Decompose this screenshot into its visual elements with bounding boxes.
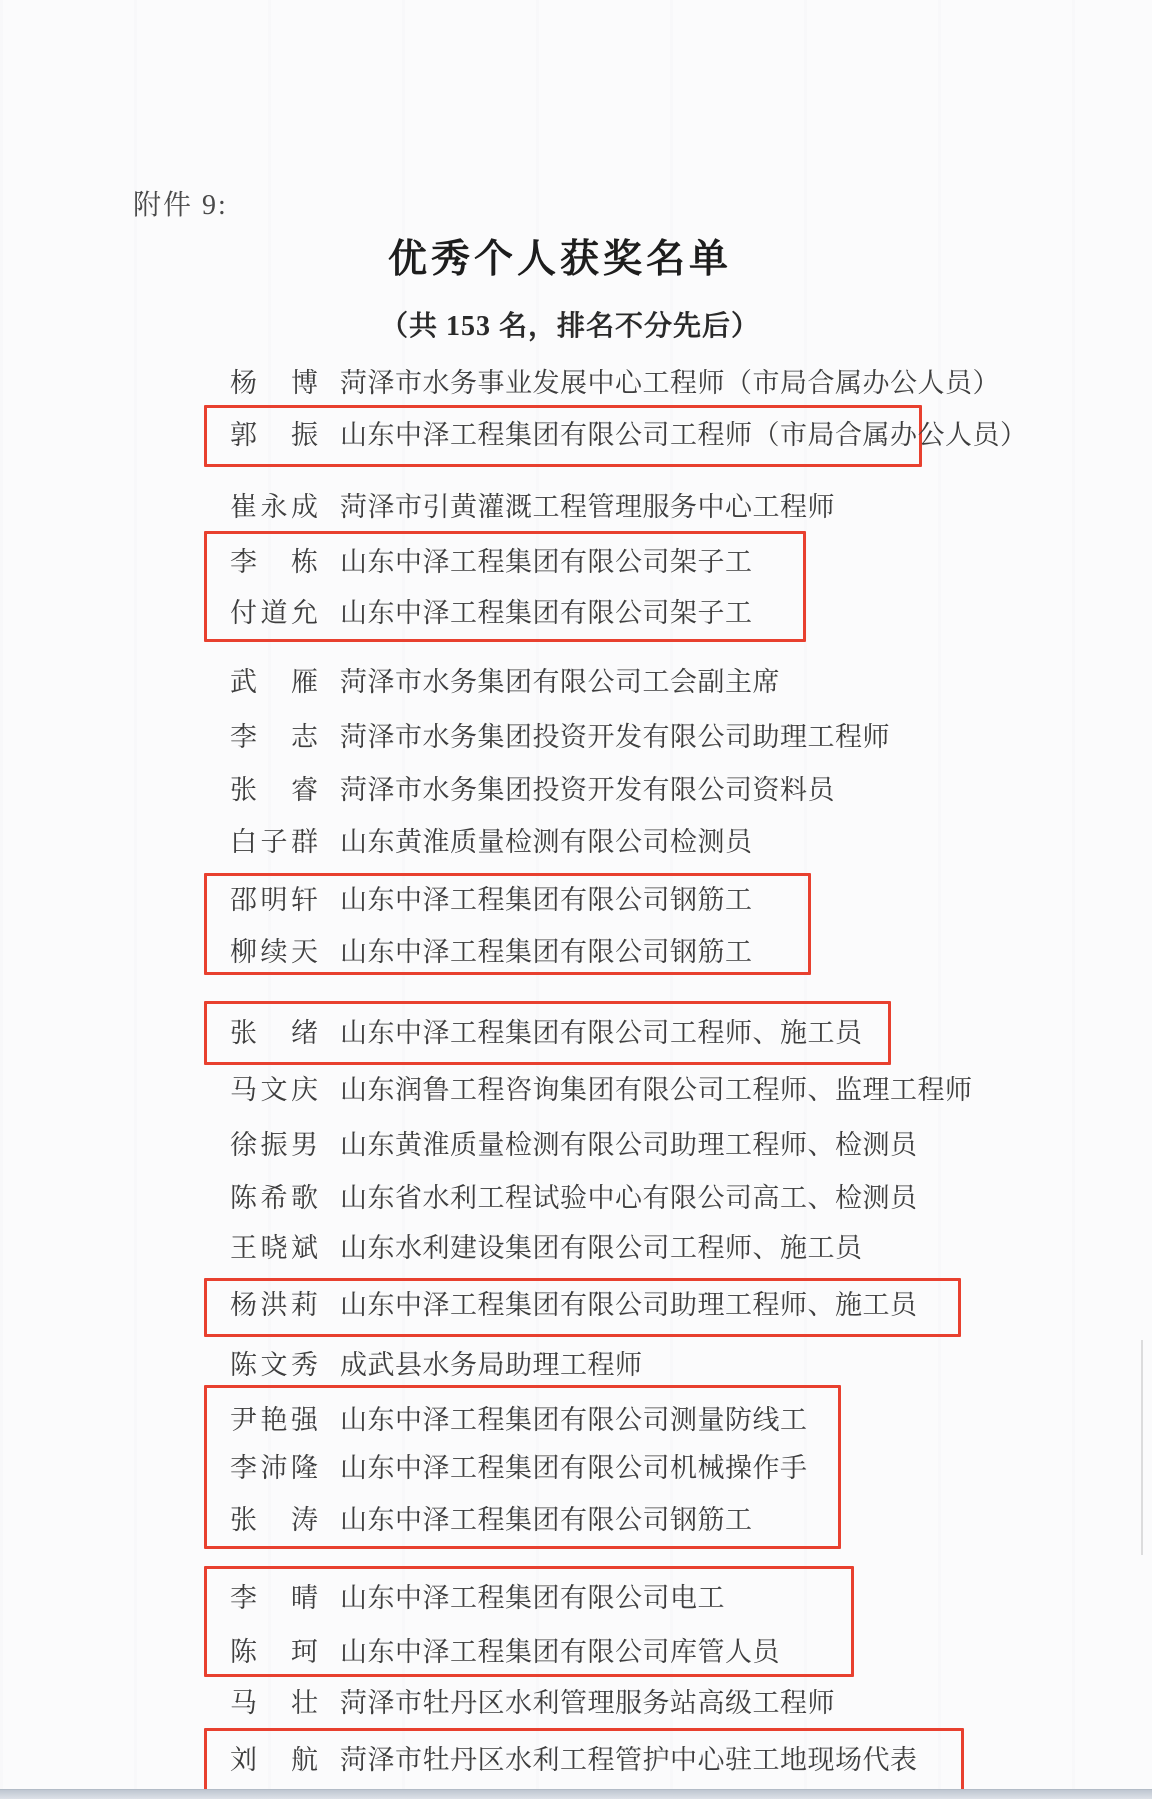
award-entry xyxy=(230,545,753,579)
awardee-name: 马文庆 xyxy=(230,1075,318,1105)
award-entry xyxy=(230,935,753,969)
award-entry xyxy=(230,773,835,807)
awardee-affiliation-title: 山东中泽工程集团有限公司工程师（市局合属办公人员） xyxy=(340,420,1028,450)
award-entry xyxy=(230,1743,918,1777)
awardee-name: 付道允 xyxy=(230,598,318,628)
awardee-affiliation-title: 菏泽市引黄灌溉工程管理服务中心工程师 xyxy=(340,492,835,522)
awardee-affiliation-title: 山东黄淮质量检测有限公司助理工程师、检测员 xyxy=(340,1130,918,1160)
attachment-label: 附件 9: xyxy=(133,190,228,221)
awardee-affiliation-title: 山东中泽工程集团有限公司钢筋工 xyxy=(340,1505,753,1535)
award-entry xyxy=(230,366,1000,400)
awardee-name: 陈希歌 xyxy=(230,1183,318,1213)
awardee-affiliation-title: 成武县水务局助理工程师 xyxy=(340,1350,643,1380)
awardee-name: 徐振男 xyxy=(230,1130,318,1160)
award-entry xyxy=(230,1073,973,1107)
awardee-name: 杨洪莉 xyxy=(230,1290,318,1320)
awardee-name: 李沛隆 xyxy=(230,1453,318,1483)
awardee-affiliation-title: 菏泽市水务集团投资开发有限公司助理工程师 xyxy=(340,722,890,752)
award-entry xyxy=(230,418,1028,452)
awardee-name: 李 志 xyxy=(230,722,318,752)
awardee-affiliation-title: 山东中泽工程集团有限公司钢筋工 xyxy=(340,937,753,967)
awardee-name: 李 晴 xyxy=(230,1583,318,1613)
awardee-affiliation-title: 山东中泽工程集团有限公司测量防线工 xyxy=(340,1405,808,1435)
awardee-affiliation-title: 山东中泽工程集团有限公司架子工 xyxy=(340,598,753,628)
award-entry xyxy=(230,1016,863,1050)
award-entry xyxy=(230,1403,808,1437)
scan-edge-artifact xyxy=(1141,1340,1143,1555)
awardee-name: 崔永成 xyxy=(230,492,318,522)
award-entry xyxy=(230,1451,808,1485)
award-entry xyxy=(230,596,753,630)
awardee-affiliation-title: 山东中泽工程集团有限公司架子工 xyxy=(340,547,753,577)
awardee-affiliation-title: 山东中泽工程集团有限公司钢筋工 xyxy=(340,885,753,915)
page-title: 优秀个人获奖名单 xyxy=(387,238,732,281)
award-entry xyxy=(230,1503,753,1537)
award-entry xyxy=(230,1635,780,1669)
page-subtitle: （共 153 名，排名不分先后） xyxy=(379,311,760,342)
awardee-name: 陈 珂 xyxy=(230,1637,318,1667)
awardee-affiliation-title: 山东黄淮质量检测有限公司检测员 xyxy=(340,827,753,857)
awardee-name: 尹艳强 xyxy=(230,1405,318,1435)
award-entry xyxy=(230,825,753,859)
award-entry xyxy=(230,490,835,524)
awardee-affiliation-title: 菏泽市水务集团投资开发有限公司资料员 xyxy=(340,775,835,805)
awardee-name: 刘 航 xyxy=(230,1745,318,1775)
awardee-name: 张 绪 xyxy=(230,1018,318,1048)
awardee-name: 王晓斌 xyxy=(230,1233,318,1263)
award-entry xyxy=(230,883,753,917)
page-bottom-edge xyxy=(0,1789,1152,1799)
award-entry xyxy=(230,1686,835,1720)
awardee-affiliation-title: 山东中泽工程集团有限公司机械操作手 xyxy=(340,1453,808,1483)
awardee-affiliation-title: 山东中泽工程集团有限公司电工 xyxy=(340,1583,725,1613)
award-entry xyxy=(230,665,780,699)
awardee-name: 陈文秀 xyxy=(230,1350,318,1380)
awardee-affiliation-title: 山东省水利工程试验中心有限公司高工、检测员 xyxy=(340,1183,918,1213)
awardee-name: 李 栋 xyxy=(230,547,318,577)
awardee-affiliation-title: 菏泽市水务事业发展中心工程师（市局合属办公人员） xyxy=(340,368,1000,398)
award-entry xyxy=(230,1348,643,1382)
awardee-affiliation-title: 山东中泽工程集团有限公司库管人员 xyxy=(340,1637,780,1667)
awardee-affiliation-title: 菏泽市牡丹区水利工程管护中心驻工地现场代表 xyxy=(340,1745,918,1775)
awardee-name: 张 涛 xyxy=(230,1505,318,1535)
awardee-name: 武 雁 xyxy=(230,667,318,697)
awardee-affiliation-title: 山东水利建设集团有限公司工程师、施工员 xyxy=(340,1233,863,1263)
awardee-affiliation-title: 山东中泽工程集团有限公司工程师、施工员 xyxy=(340,1018,863,1048)
awardee-affiliation-title: 菏泽市水务集团有限公司工会副主席 xyxy=(340,667,780,697)
awardee-name: 郭 振 xyxy=(230,420,318,450)
award-entry xyxy=(230,1231,863,1265)
awardee-name: 马 壮 xyxy=(230,1688,318,1718)
awardee-name: 邵明轩 xyxy=(230,885,318,915)
awardee-name: 杨 博 xyxy=(230,368,318,398)
award-entry xyxy=(230,720,890,754)
awardee-name: 白子群 xyxy=(230,827,318,857)
award-entry xyxy=(230,1181,918,1215)
award-entry xyxy=(230,1288,918,1322)
awardee-affiliation-title: 山东中泽工程集团有限公司助理工程师、施工员 xyxy=(340,1290,918,1320)
awardee-affiliation-title: 菏泽市牡丹区水利管理服务站高级工程师 xyxy=(340,1688,835,1718)
awardee-name: 张 睿 xyxy=(230,775,318,805)
award-entry xyxy=(230,1128,918,1162)
award-entry xyxy=(230,1581,725,1615)
awardee-affiliation-title: 山东润鲁工程咨询集团有限公司工程师、监理工程师 xyxy=(340,1075,973,1105)
awardee-name: 柳续天 xyxy=(230,937,318,967)
